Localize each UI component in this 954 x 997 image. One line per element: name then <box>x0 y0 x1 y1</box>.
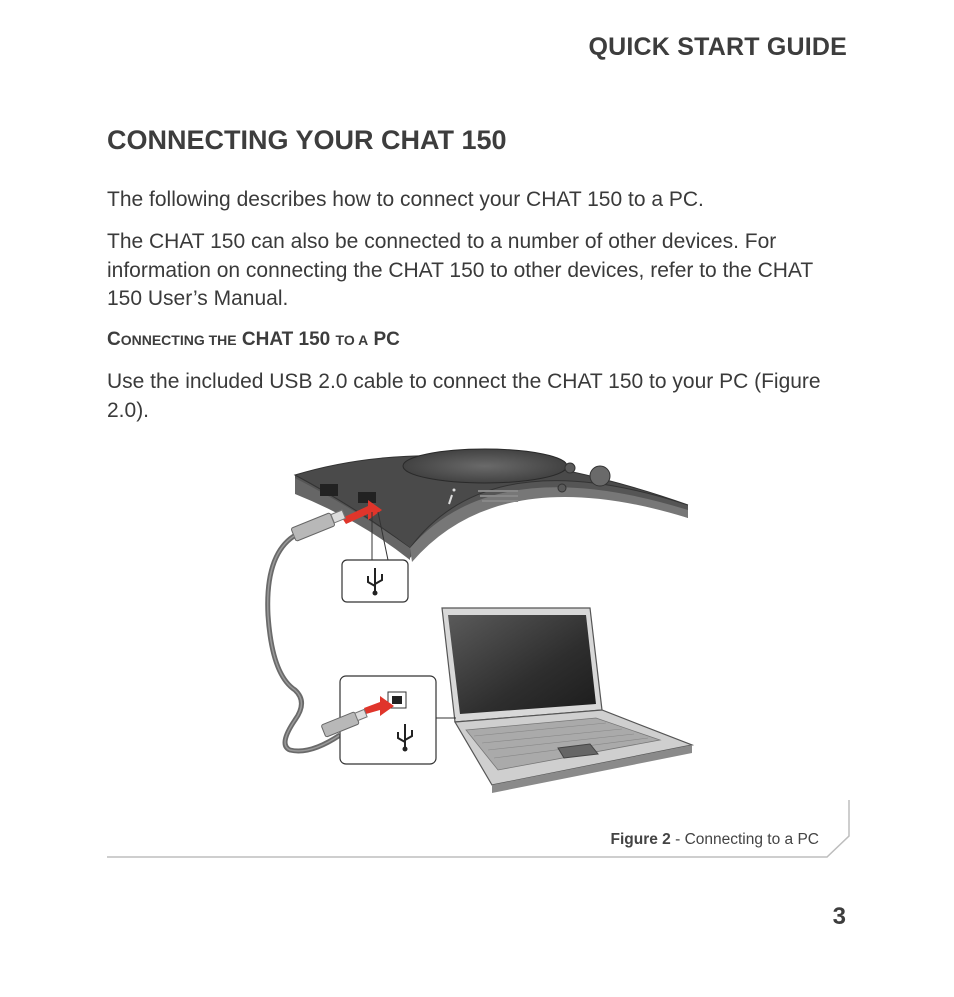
usb-callout-laptop <box>321 676 456 764</box>
usb-instruction-paragraph: Use the included USB 2.0 cable to connect the CHAT 150 to your PC (Figure 2.0). <box>107 370 821 422</box>
figure-caption-bar <box>107 800 852 858</box>
caption-divider <box>107 800 852 858</box>
connection-illustration <box>260 440 700 800</box>
usb-cable <box>268 536 340 751</box>
intro-paragraph: The following describes how to connect your CHAT 150 to a PC. <box>107 188 704 211</box>
page-number: 3 <box>832 903 846 930</box>
subsection-heading: CONNECTING THE CHAT 150 TO A PC <box>107 329 400 350</box>
laptop-device <box>442 608 692 793</box>
devices-paragraph: The CHAT 150 can also be connected to a number of other devices. For information on connecting the CHAT 150 to other devices, refer to the CHAT 150 User’s Manual. <box>107 230 813 310</box>
usb-plug-icon <box>291 510 346 541</box>
section-title: CONNECTING YOUR CHAT 150 <box>107 125 507 155</box>
figure-caption: Figure 2 - Connecting to a PC <box>610 831 819 848</box>
guide-title: QUICK START GUIDE <box>588 33 847 61</box>
speakerphone-device <box>295 449 688 562</box>
